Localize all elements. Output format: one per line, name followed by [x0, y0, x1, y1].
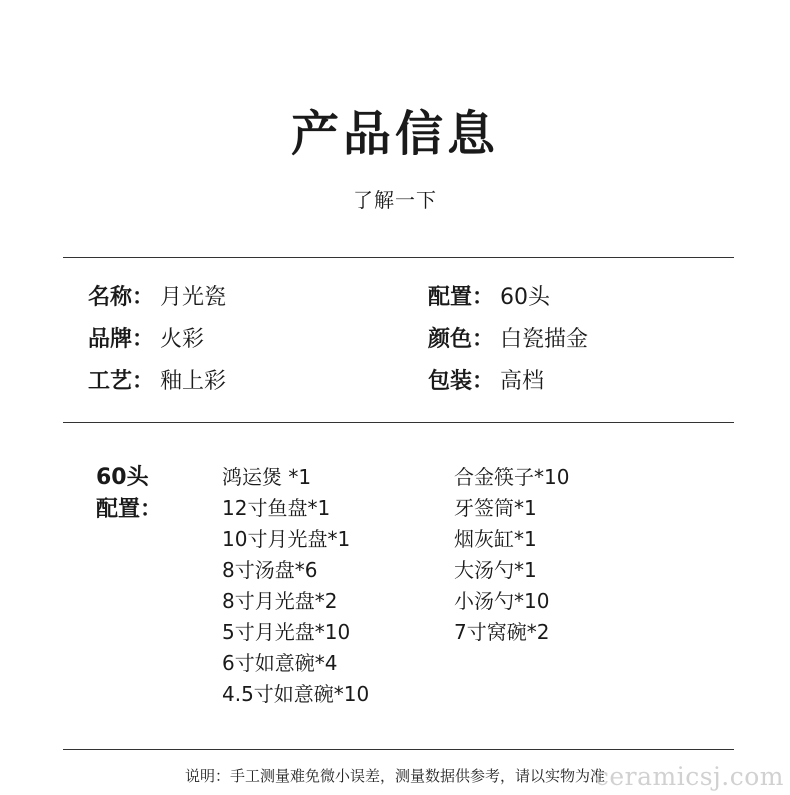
page-subtitle: 了解一下: [353, 188, 437, 212]
configuration-label-line1: 60头: [96, 465, 149, 490]
list-item: 7寸窝碗*2: [454, 620, 550, 644]
configuration-label-line2: 配置：: [96, 497, 163, 522]
spec-package-label: 包装: [428, 369, 473, 394]
list-item: 牙签筒*1: [454, 496, 537, 520]
divider-bottom: [63, 749, 734, 750]
list-item: 5寸月光盘*10: [222, 620, 351, 644]
list-item: 12寸鱼盘*1: [222, 496, 331, 520]
list-item: 6寸如意碗*4: [222, 651, 338, 675]
spec-color-value: 白瓷描金: [500, 327, 589, 352]
spec-config: [428, 283, 550, 313]
watermark: ceramicsj.com: [594, 762, 784, 791]
spec-config-value: 60头: [500, 285, 551, 310]
spec-package-value: 高档: [500, 369, 545, 394]
configuration-label: [96, 462, 162, 526]
spec-colon: ：: [472, 327, 495, 352]
list-item: 合金筷子*10: [454, 465, 570, 489]
configuration-list-left: [222, 462, 369, 710]
list-item: 烟灰缸*1: [454, 527, 537, 551]
spec-brand-label: 品牌: [88, 327, 133, 352]
divider-top: [63, 257, 734, 258]
spec-brand-value: 火彩: [160, 327, 205, 352]
spec-name-value: 月光瓷: [160, 285, 227, 310]
page-title: 产品信息: [290, 106, 499, 162]
spec-craft-value: 釉上彩: [160, 369, 227, 394]
list-item: 8寸汤盘*6: [222, 558, 318, 582]
spec-craft-label: 工艺: [88, 369, 133, 394]
list-item: 8寸月光盘*2: [222, 589, 338, 613]
list-item: 小汤勺*10: [454, 589, 550, 613]
spec-colon: ：: [132, 327, 155, 352]
spec-colon: ：: [472, 285, 495, 310]
spec-name: [88, 283, 226, 313]
divider-middle: [63, 422, 734, 423]
spec-colon: ：: [132, 285, 155, 310]
list-item: 4.5寸如意碗*10: [222, 682, 370, 706]
disclaimer-note: 说明：手工测量难免微小误差，测量数据供参考，请以实物为准: [184, 767, 605, 785]
configuration-list-right: [454, 462, 569, 648]
spec-colon: ：: [132, 369, 155, 394]
spec-color: [428, 325, 588, 355]
spec-color-label: 颜色: [428, 327, 473, 352]
spec-package: [428, 367, 544, 397]
spec-brand: [88, 325, 204, 355]
spec-colon: ：: [472, 369, 495, 394]
list-item: 大汤勺*1: [454, 558, 537, 582]
list-item: 10寸月光盘*1: [222, 527, 351, 551]
spec-name-label: 名称: [88, 285, 133, 310]
list-item: 鸿运煲 *1: [222, 465, 312, 489]
spec-config-label: 配置: [428, 285, 473, 310]
spec-craft: [88, 367, 226, 397]
